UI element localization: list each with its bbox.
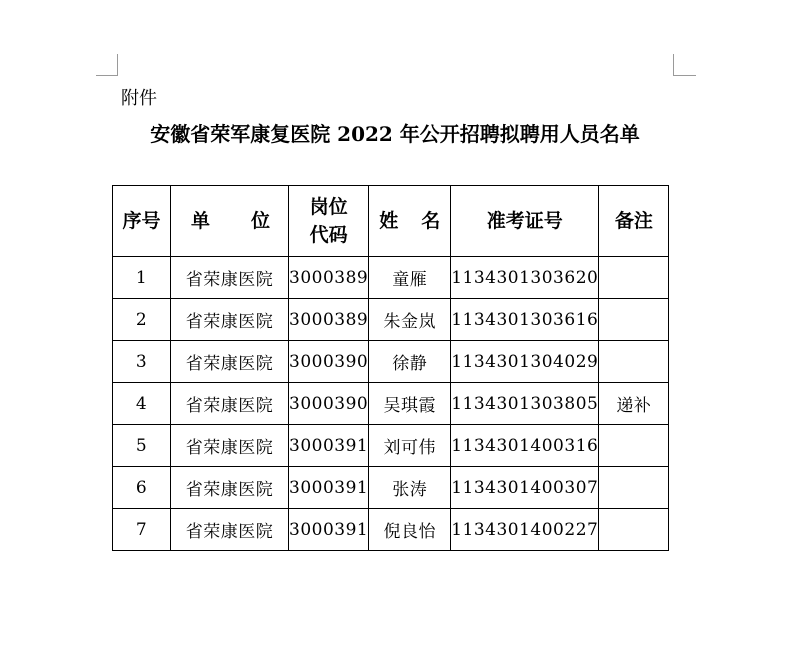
- cell-unit: 省荣康医院: [171, 299, 289, 341]
- cell-position-code: 3000391: [289, 509, 369, 551]
- cell-ticket: 1134301303616: [451, 299, 599, 341]
- cell-name: 倪良怡: [369, 509, 451, 551]
- cell-unit: 省荣康医院: [171, 509, 289, 551]
- cell-note: [599, 425, 669, 467]
- cell-position-code: 3000390: [289, 383, 369, 425]
- cell-seq: 7: [113, 509, 171, 551]
- cell-name: 吴琪霞: [369, 383, 451, 425]
- cell-note: [599, 257, 669, 299]
- cell-seq: 2: [113, 299, 171, 341]
- cell-unit: 省荣康医院: [171, 257, 289, 299]
- cell-seq: 6: [113, 467, 171, 509]
- cell-unit: 省荣康医院: [171, 467, 289, 509]
- table-row: [113, 299, 669, 341]
- header-unit-left: 单: [191, 210, 211, 232]
- cell-seq: 4: [113, 383, 171, 425]
- cell-name: 朱金岚: [369, 299, 451, 341]
- cell-name: 张涛: [369, 467, 451, 509]
- cell-seq: 3: [113, 341, 171, 383]
- page-corner-mark-top-right: [673, 54, 696, 76]
- cell-unit: 省荣康医院: [171, 383, 289, 425]
- table-header-row: [113, 186, 669, 257]
- cell-ticket: 1134301400316: [451, 425, 599, 467]
- cell-ticket: 1134301303805: [451, 383, 599, 425]
- header-name: [369, 186, 451, 257]
- cell-unit: 省荣康医院: [171, 341, 289, 383]
- table-row: [113, 341, 669, 383]
- cell-ticket: 1134301304029: [451, 341, 599, 383]
- cell-position-code: 3000389: [289, 299, 369, 341]
- table-row: [113, 509, 669, 551]
- attachment-label: 附件: [121, 88, 157, 109]
- table-row: [113, 467, 669, 509]
- header-code-line2: 代码: [309, 224, 348, 246]
- header-code-line1: 岗位: [309, 196, 348, 218]
- cell-position-code: 3000389: [289, 257, 369, 299]
- cell-note: [599, 467, 669, 509]
- cell-position-code: 3000391: [289, 425, 369, 467]
- cell-unit: 省荣康医院: [171, 425, 289, 467]
- header-unit: [171, 186, 289, 257]
- hiring-roster-table: [112, 185, 669, 551]
- cell-name: 童雁: [369, 257, 451, 299]
- table-row: [113, 425, 669, 467]
- cell-ticket: 1134301400307: [451, 467, 599, 509]
- header-position-code: [289, 186, 369, 257]
- cell-ticket: 1134301400227: [451, 509, 599, 551]
- cell-note: [599, 341, 669, 383]
- header-note: 备注: [599, 186, 669, 257]
- cell-seq: 5: [113, 425, 171, 467]
- cell-position-code: 3000390: [289, 341, 369, 383]
- header-name-left: 姓: [379, 210, 399, 232]
- header-unit-right: 位: [250, 210, 270, 232]
- header-name-right: 名: [421, 210, 441, 232]
- table-row: [113, 257, 669, 299]
- cell-note: [599, 509, 669, 551]
- document-title: 安徽省荣军康复医院 2022 年公开招聘拟聘用人员名单: [150, 122, 640, 146]
- cell-name: 刘可伟: [369, 425, 451, 467]
- table-row: [113, 383, 669, 425]
- header-ticket: 准考证号: [451, 186, 599, 257]
- cell-position-code: 3000391: [289, 467, 369, 509]
- header-seq: 序号: [113, 186, 171, 257]
- cell-ticket: 1134301303620: [451, 257, 599, 299]
- cell-note: [599, 299, 669, 341]
- page-corner-mark-top-left: [96, 54, 118, 76]
- cell-name: 徐静: [369, 341, 451, 383]
- cell-note: 递补: [599, 383, 669, 425]
- cell-seq: 1: [113, 257, 171, 299]
